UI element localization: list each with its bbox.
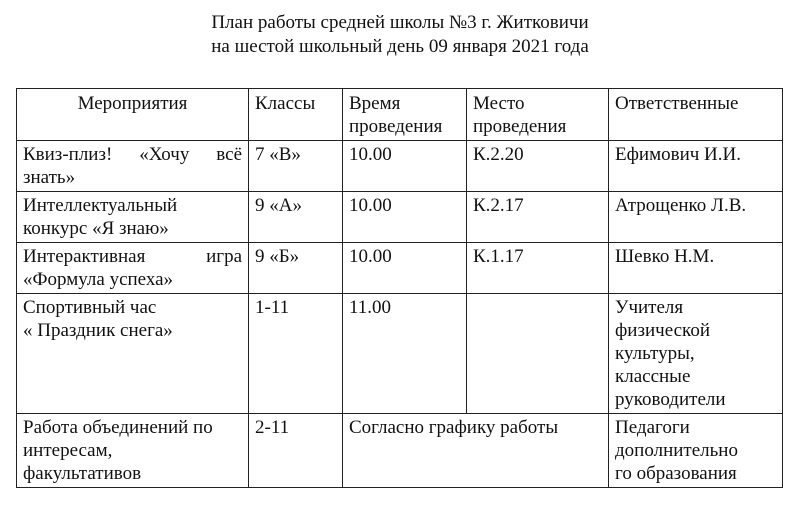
header-time xyxy=(343,89,467,141)
responsible-line-3: культуры, xyxy=(615,343,695,364)
event-text-line-1: Интерактивная игра xyxy=(23,246,242,267)
event-text-line-3: факультативов xyxy=(23,463,142,484)
table-row xyxy=(17,243,783,294)
time-cell: 11.00 xyxy=(343,294,467,414)
table-row xyxy=(17,414,783,488)
event-text-line-2: « Праздник снега» xyxy=(23,320,173,341)
event-text-line-1: Спортивный час xyxy=(23,297,157,318)
responsible-line-3: го образования xyxy=(615,463,737,484)
event-text-line-2: интересам, xyxy=(23,440,113,461)
header-responsible xyxy=(609,89,783,141)
event-text-line-2: знать» xyxy=(23,167,76,188)
responsible-cell xyxy=(609,141,783,192)
header-time-line-1: Время xyxy=(349,93,401,114)
header-time-line-2: проведения xyxy=(349,116,443,137)
table-row xyxy=(17,141,783,192)
place-cell: К.1.17 xyxy=(467,243,609,294)
classes-cell: 2-11 xyxy=(249,414,343,488)
event-cell xyxy=(17,141,249,192)
place-cell: К.2.17 xyxy=(467,192,609,243)
time-cell: 10.00 xyxy=(343,243,467,294)
table-row xyxy=(17,192,783,243)
time-place-merged-cell: Согласно графику работы xyxy=(343,414,609,488)
event-cell xyxy=(17,414,249,488)
table-header-row xyxy=(17,89,783,141)
event-text-line-1: Интеллектуальный xyxy=(23,195,178,216)
event-text-line-2: «Формула успеха» xyxy=(23,269,174,290)
responsible-cell xyxy=(609,294,783,414)
header-place-line-1: Место xyxy=(473,93,525,114)
event-cell xyxy=(17,294,249,414)
classes-cell: 9 «Б» xyxy=(249,243,343,294)
place-cell xyxy=(467,294,609,414)
responsible-cell xyxy=(609,192,783,243)
event-text-line-2: конкурс «Я знаю» xyxy=(23,218,169,239)
place-cell: К.2.20 xyxy=(467,141,609,192)
responsible-line-4: классные xyxy=(615,366,691,387)
responsible-line-2: физической xyxy=(615,320,710,341)
table-row xyxy=(17,294,783,414)
header-events-text: Мероприятия xyxy=(77,93,188,114)
responsible-line-1: Атрощенко Л.В. xyxy=(615,195,747,216)
header-responsible-text: Ответственные xyxy=(615,93,739,114)
classes-cell: 7 «В» xyxy=(249,141,343,192)
responsible-cell xyxy=(609,414,783,488)
responsible-line-1: Учителя xyxy=(615,297,684,318)
classes-cell: 1-11 xyxy=(249,294,343,414)
event-text-line-1: Работа объединений по xyxy=(23,417,213,438)
responsible-line-2: дополнительно xyxy=(615,440,738,461)
responsible-line-5: руководители xyxy=(615,389,726,410)
responsible-line-1: Педагоги xyxy=(615,417,690,438)
header-place-line-2: проведения xyxy=(473,116,567,137)
responsible-line-1: Шевко Н.М. xyxy=(615,246,715,267)
header-events xyxy=(17,89,249,141)
header-classes-text: Классы xyxy=(255,93,316,114)
header-classes xyxy=(249,89,343,141)
time-cell: 10.00 xyxy=(343,141,467,192)
event-cell xyxy=(17,192,249,243)
time-cell: 10.00 xyxy=(343,192,467,243)
header-place xyxy=(467,89,609,141)
responsible-line-1: Ефимович И.И. xyxy=(615,144,741,165)
classes-cell: 9 «А» xyxy=(249,192,343,243)
event-cell xyxy=(17,243,249,294)
event-text-line-1: Квиз-плиз! «Хочу всё xyxy=(23,144,242,165)
document-title-line-2: на шестой школьный день 09 января 2021 года xyxy=(211,36,589,57)
document-title-line-1: План работы средней школы №3 г. Житковичи xyxy=(211,12,589,33)
responsible-cell xyxy=(609,243,783,294)
activity-plan-table xyxy=(16,88,783,488)
